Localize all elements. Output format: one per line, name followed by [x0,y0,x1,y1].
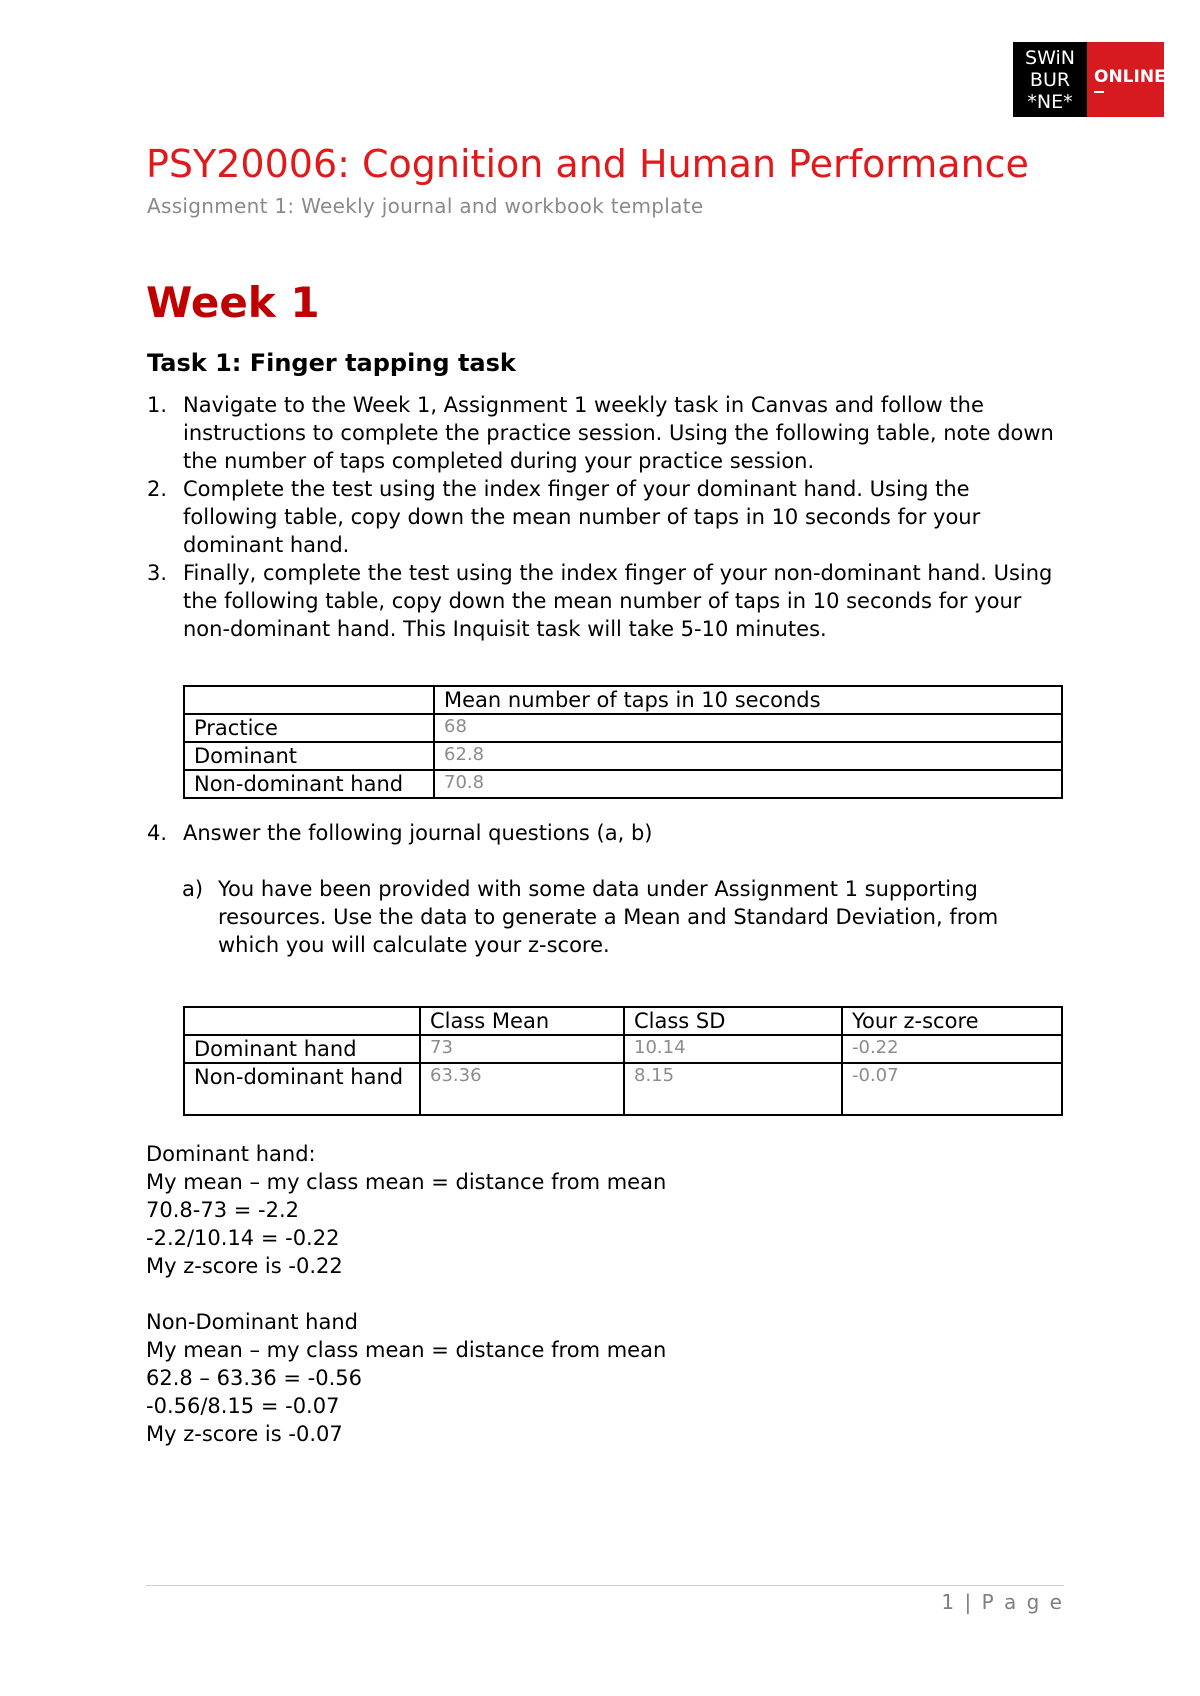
calc-line: Non-Dominant hand [146,1310,358,1334]
question-4 [147,821,652,845]
dominant-calculation [146,1140,666,1280]
value-cell[interactable]: 68 [434,714,1062,742]
zscore-table [183,1006,1063,1116]
calc-line: -0.56/8.15 = -0.07 [146,1394,340,1418]
table-header-cell [184,1007,420,1035]
logo-line-3: *NE* [1027,90,1073,113]
value-cell[interactable]: 62.8 [434,742,1062,770]
row-label: Practice [184,714,434,742]
table-row [184,1035,1062,1063]
table-header-row [184,1007,1062,1035]
taps-table [183,685,1063,799]
table-header-cell [184,686,434,714]
calc-line: My mean – my class mean = distance from mean [146,1170,667,1194]
logo-dash [1094,91,1104,93]
value-cell[interactable]: 70.8 [434,770,1062,798]
task-heading: Task 1: Finger tapping task [147,349,516,377]
table-header-row [184,686,1062,714]
instruction-text: Navigate to the Week 1, Assignment 1 weekly task in Canvas and follow the instructions to complete the practice session. Using the following table, note down the number of taps completed during your practice session. [183,393,1054,473]
calc-line: My mean – my class mean = distance from mean [146,1338,667,1362]
question-a [182,875,1062,959]
value-cell[interactable]: 10.14 [624,1035,842,1063]
table-header-cell: Class Mean [420,1007,624,1035]
table-header-cell: Class SD [624,1007,842,1035]
question-text: You have been provided with some data under Assignment 1 supporting resources. Use the data to generate a Mean and Standard Deviation, from which you will calculate your z-score. [218,877,999,957]
instruction-number: 1. [147,393,168,417]
table-header-cell: Mean number of taps in 10 seconds [434,686,1062,714]
table-row [184,742,1062,770]
table-row [184,770,1062,798]
table-header-cell: Your z-score [842,1007,1062,1035]
question-number: 4. [147,821,168,845]
nondominant-calculation [146,1308,666,1448]
value-cell[interactable]: 8.15 [624,1063,842,1115]
instruction-item [147,391,1067,475]
row-label: Dominant hand [184,1035,420,1063]
table-row [184,714,1062,742]
logo-line-1: SWiN [1025,46,1075,69]
logo-online-block [1087,42,1164,117]
instruction-list [147,391,1067,643]
row-label: Non-dominant hand [184,770,434,798]
calc-line: -2.2/10.14 = -0.22 [146,1226,340,1250]
logo-wordmark [1013,42,1087,117]
row-label: Non-dominant hand [184,1063,420,1115]
instruction-item [147,559,1067,643]
instruction-text: Finally, complete the test using the index finger of your non-dominant hand. Using the following table, copy down the mean number of taps in 10 seconds for your non-dominant hand. This Inquisit task will take 5-10 minutes. [183,561,1053,641]
calc-line: 62.8 – 63.36 = -0.56 [146,1366,363,1390]
page-number: 1 | P a g e [941,1590,1064,1614]
question-text: Answer the following journal questions (a, b) [183,821,653,845]
value-cell[interactable]: 63.36 [420,1063,624,1115]
calc-line: Dominant hand: [146,1142,316,1166]
value-cell[interactable]: 73 [420,1035,624,1063]
instruction-number: 2. [147,477,168,501]
logo-online-text: ONLINE [1094,66,1166,87]
week-heading: Week 1 [146,278,320,327]
document-title: PSY20006: Cognition and Human Performance [146,142,1029,186]
calc-line: 70.8-73 = -2.2 [146,1198,299,1222]
logo-line-2: BUR [1029,68,1071,91]
instruction-item [147,475,1067,559]
value-cell[interactable]: -0.22 [842,1035,1062,1063]
value-cell[interactable]: -0.07 [842,1063,1062,1115]
footer-divider [146,1585,1064,1586]
calc-line: My z-score is -0.07 [146,1422,343,1446]
question-label: a) [182,877,204,901]
document-subtitle: Assignment 1: Weekly journal and workbook template [147,194,704,218]
swinburne-online-logo [1013,42,1164,117]
table-row [184,1063,1062,1115]
instruction-number: 3. [147,561,168,585]
instruction-text: Complete the test using the index finger of your dominant hand. Using the following table, copy down the mean number of taps in 10 seconds for your dominant hand. [183,477,981,557]
row-label: Dominant [184,742,434,770]
calc-line: My z-score is -0.22 [146,1254,343,1278]
